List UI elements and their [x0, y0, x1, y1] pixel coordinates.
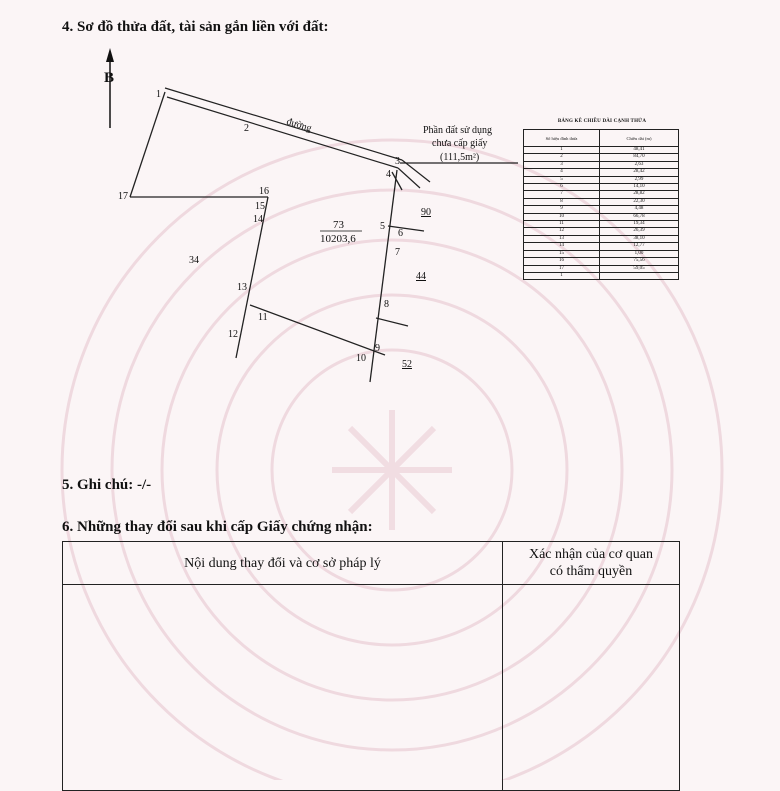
- unissued-note-line: Phần đất sử dụng: [423, 125, 493, 136]
- vertex-label: 14: [253, 214, 263, 225]
- vertex-label: 12: [228, 329, 238, 340]
- edge-length-cell: 26,39: [600, 228, 679, 235]
- north-arrow-icon: [106, 48, 114, 128]
- vertex-label: 15: [255, 201, 265, 212]
- edge-length-cell: 84,70: [600, 154, 679, 161]
- lengths-col-length: Chiều dài (m): [600, 130, 679, 147]
- lengths-table-row: [524, 191, 679, 198]
- vertex-label: 13: [237, 282, 247, 293]
- vertex-id-cell: 8: [524, 198, 600, 205]
- changes-col-confirmation-line1: Xác nhận của cơ quan: [528, 547, 653, 562]
- vertex-label: 1: [156, 89, 161, 100]
- vertex-label: 8: [384, 299, 389, 310]
- edge-length-cell: [600, 272, 679, 279]
- lengths-table-row: [524, 228, 679, 235]
- vertex-id-cell: 11: [524, 221, 600, 228]
- lengths-table-row: [524, 176, 679, 183]
- vertex-label: 16: [259, 186, 269, 197]
- vertex-label: 7: [395, 247, 400, 258]
- lengths-table-row: [524, 258, 679, 265]
- edge-length-cell: 28,82: [600, 191, 679, 198]
- vertex-id-cell: 15: [524, 250, 600, 257]
- vertex-id-cell: 16: [524, 258, 600, 265]
- vertex-label: 17: [118, 191, 128, 202]
- edge-length-cell: 22,30: [600, 198, 679, 205]
- lengths-table-row: [524, 198, 679, 205]
- vertex-id-cell: 13: [524, 235, 600, 242]
- changes-col-confirmation-line2: có thẩm quyền: [549, 564, 633, 579]
- unissued-note-line: chưa cấp giấy: [432, 138, 488, 149]
- vertex-id-cell: 12: [524, 228, 600, 235]
- lengths-table-row: [524, 272, 679, 279]
- plot-area: 10203,6: [320, 233, 356, 245]
- vertex-label: 4: [386, 169, 391, 180]
- vertex-id-cell: 6: [524, 184, 600, 191]
- edge-length-cell: 28,42: [600, 169, 679, 176]
- lengths-col-vertex: Số hiệu đỉnh thửa: [524, 130, 600, 147]
- vertex-label: 6: [398, 228, 403, 239]
- section-6-heading: 6. Những thay đổi sau khi cấp Giấy chứng nhận:: [62, 519, 373, 535]
- changes-col-confirmation: [503, 542, 680, 585]
- lengths-table-row: [524, 184, 679, 191]
- vertex-id-cell: 9: [524, 206, 600, 213]
- unissued-note-line: (111,5m²): [440, 152, 480, 163]
- vertex-id-cell: 3: [524, 161, 600, 168]
- neighbor-plot: 90: [421, 207, 431, 218]
- road-label: đường: [285, 116, 313, 135]
- vertex-label: 2: [244, 123, 249, 134]
- lengths-table-row: [524, 235, 679, 242]
- vertex-id-cell: 7: [524, 191, 600, 198]
- edge-length-cell: 38,10: [600, 235, 679, 242]
- changes-col-content: Nội dung thay đổi và cơ sở pháp lý: [63, 542, 503, 585]
- lengths-table-row: [524, 213, 679, 220]
- edge-length-cell: 48,41: [600, 147, 679, 154]
- changes-content-cell: [63, 585, 503, 791]
- neighbor-plot: 34: [189, 255, 199, 266]
- edge-length-cell: 12,77: [600, 243, 679, 250]
- edge-length-cell: 14,10: [600, 184, 679, 191]
- section-5-heading: 5. Ghi chú: -/-: [62, 477, 152, 493]
- lengths-table: [523, 129, 679, 280]
- lengths-table-row: [524, 250, 679, 257]
- neighbor-plot: 44: [416, 271, 426, 282]
- lengths-table-row: [524, 265, 679, 272]
- vertex-label: 10: [356, 353, 366, 364]
- lengths-table-row: [524, 169, 679, 176]
- edge-length-cell: 59,05: [600, 265, 679, 272]
- section-4-heading: 4. Sơ đồ thửa đất, tài sản gắn liền với đất:: [62, 19, 329, 35]
- edge-length-cell: 1,00: [600, 250, 679, 257]
- edge-length-cell: 4,48: [600, 206, 679, 213]
- lengths-table-row: [524, 161, 679, 168]
- lengths-table-row: [524, 154, 679, 161]
- neighbor-plot: 52: [402, 359, 412, 370]
- vertex-label: 5: [380, 221, 385, 232]
- vertex-id-cell: 14: [524, 243, 600, 250]
- lengths-table-title: BẢNG KÊ CHIỀU DÀI CẠNH THỬA: [557, 119, 647, 124]
- edge-length-cell: 75,56: [600, 258, 679, 265]
- vertex-label: 11: [258, 312, 268, 323]
- changes-confirmation-cell: [503, 585, 680, 791]
- edge-length-cell: 2,99: [600, 176, 679, 183]
- lengths-table-row: [524, 221, 679, 228]
- vertex-id-cell: 1: [524, 147, 600, 154]
- edge-length-cell: 19,34: [600, 221, 679, 228]
- plot-number: 73: [333, 219, 344, 231]
- lengths-table-row: [524, 243, 679, 250]
- vertex-id-cell: 5: [524, 176, 600, 183]
- vertex-id-cell: 1: [524, 272, 600, 279]
- vertex-label: 9: [375, 343, 380, 354]
- changes-table: [62, 541, 680, 791]
- north-label: B: [104, 70, 115, 86]
- edge-length-cell: 2,63: [600, 161, 679, 168]
- vertex-id-cell: 10: [524, 213, 600, 220]
- vertex-label: 3: [395, 156, 400, 167]
- vertex-id-cell: 4: [524, 169, 600, 176]
- edge-length-cell: 66,78: [600, 213, 679, 220]
- lengths-table-row: [524, 147, 679, 154]
- vertex-id-cell: 17: [524, 265, 600, 272]
- vertex-id-cell: 2: [524, 154, 600, 161]
- lengths-table-row: [524, 206, 679, 213]
